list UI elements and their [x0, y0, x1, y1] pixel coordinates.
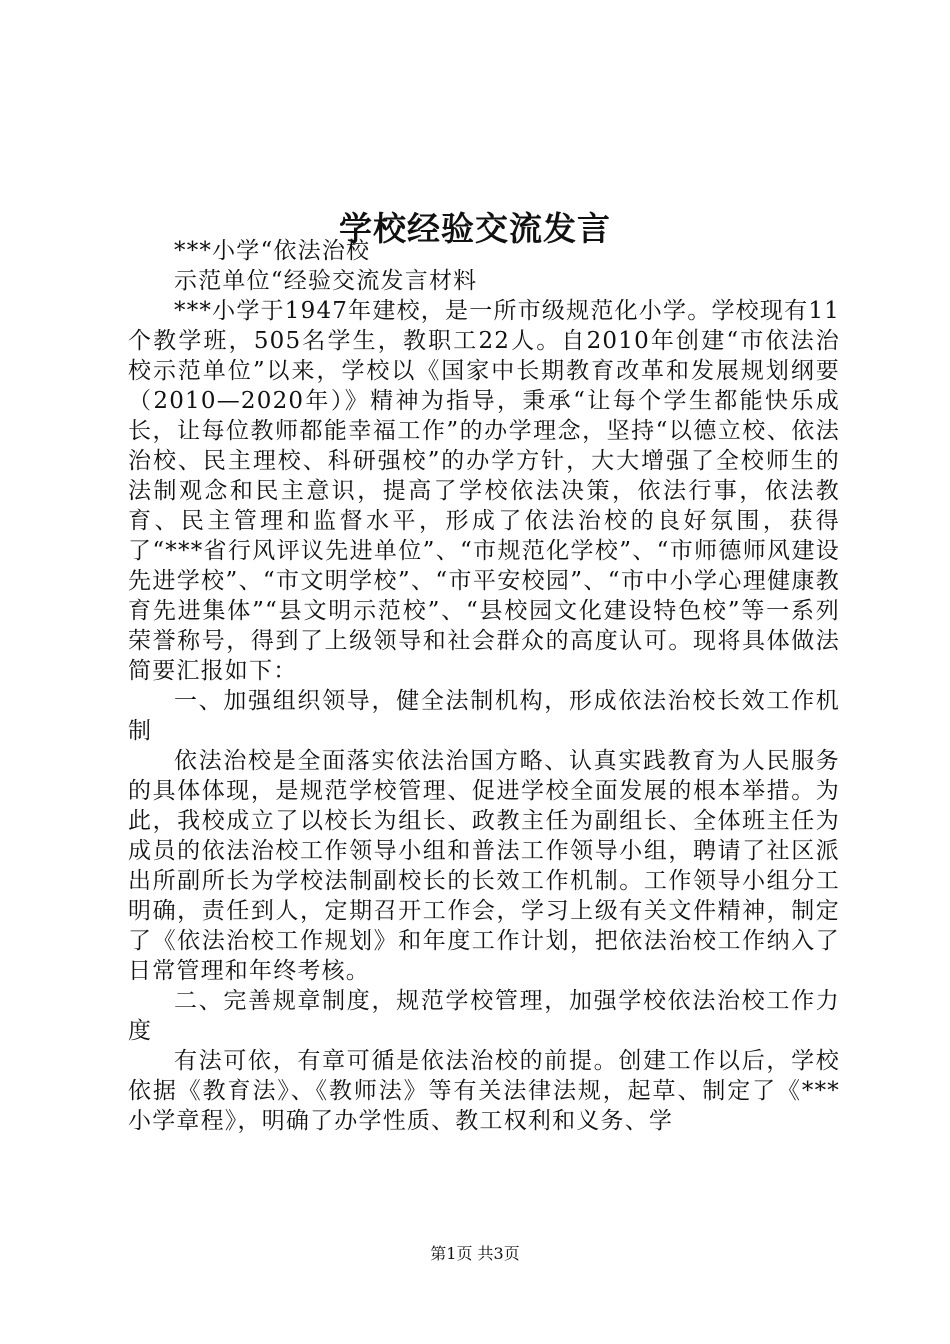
document-body: [128, 236, 840, 1136]
section-heading: 一、加强组织领导，健全法制机构，形成依法治校长效工作机制: [128, 688, 840, 744]
body-paragraph: ***小学“依法治校: [174, 238, 371, 264]
body-paragraph: 示范单位“经验交流发言材料: [174, 268, 478, 294]
body-paragraph: 有法可依，有章可循是依法治校的前提。创建工作以后，学校依据《教育法》、《教师法》等有关法律法规，起草、制定了《***小学章程》，明确了办学性质、教工权利和义务、学: [128, 1048, 840, 1134]
body-paragraph: ***小学于1947年建校，是一所市级规范化小学。学校现有11个教学班，505名学生，教职工22人。自2010年创建“市依法治校示范单位”以来，学校以《国家中长期教育改革和发展规划纲要（2010—2020年）》精神为指导，秉承“让每个学生都能快乐成长，让每位教师都能幸福工作”的办学理念，坚持“以德立校、依法治校、民主理校、科研强校”的办学方针，大大增强了全校师生的法制观念和民主意识，提高了学校依法决策，依法行事，依法教育、民主管理和监督水平，形成了依法治校的良好氛围，获得了“***省行风评议先进单位”、“市规范化学校”、“市师德师风建设先进学校”、“市文明学校”、“市平安校园”、“市中小学心理健康教育先进集体”“县文明示范校”、“县校园文化建设特色校”等一系列荣誉称号，得到了上级领导和社会群众的高度认可。现将具体做法简要汇报如下：: [128, 298, 840, 684]
body-paragraph: 依法治校是全面落实依法治国方略、认真实践教育为人民服务的具体体现，是规范学校管理、促进学校全面发展的根本举措。为此，我校成立了以校长为组长、政教主任为副组长、全体班主任为成员的依法治校工作领导小组和普法工作领导小组，聘请了社区派出所副所长为学校法制副校长的长效工作机制。工作领导小组分工明确，责任到人，定期召开工作会，学习上级有关文件精神，制定了《依法治校工作规划》和年度工作计划，把依法治校工作纳入了日常管理和年终考核。: [128, 748, 840, 984]
document-title: 学校经验交流发言: [339, 209, 611, 249]
section-heading: 二、完善规章制度，规范学校管理，加强学校依法治校工作力度: [128, 988, 840, 1044]
page-footer: 第1页 共3页: [430, 1244, 520, 1263]
